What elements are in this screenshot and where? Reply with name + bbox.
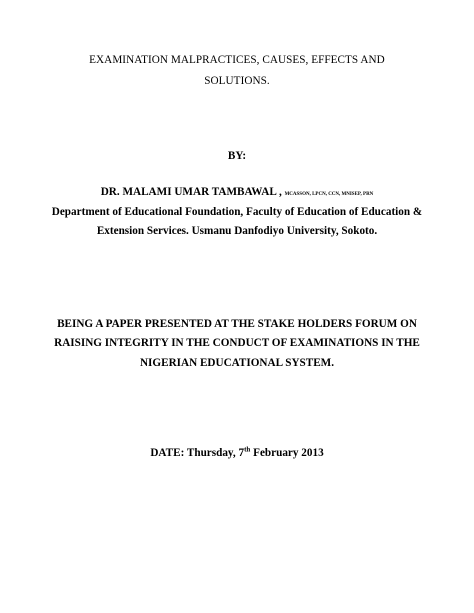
author-credentials: MCASSON, LPCN, CCN, MNISEP, PRN — [284, 192, 374, 197]
author-line — [0, 186, 474, 198]
date-suffix: February 2013 — [250, 447, 324, 459]
occasion-line-1: BEING A PAPER PRESENTED AT THE STAKE HOLDERS FORUM ON — [57, 318, 417, 330]
author-name: DR. MALAMI UMAR TAMBAWAL , — [100, 186, 282, 198]
affiliation-line-1: Department of Educational Foundation, Faculty of Education of Education & — [51, 206, 423, 218]
date-line — [0, 447, 474, 459]
by-label: BY: — [227, 150, 247, 162]
date-prefix: DATE: Thursday, 7 — [150, 447, 245, 459]
paper-title-line-2: SOLUTIONS. — [204, 75, 270, 87]
affiliation-line-2: Extension Services. Usmanu Danfodiyo University, Sokoto. — [96, 225, 378, 237]
paper-title-line-1: EXAMINATION MALPRACTICES, CAUSES, EFFECTS AND — [89, 54, 385, 66]
occasion-line-3: NIGERIAN EDUCATIONAL SYSTEM. — [139, 357, 335, 369]
date-ordinal: th — [244, 445, 251, 454]
occasion-line-2: RAISING INTEGRITY IN THE CONDUCT OF EXAMINATIONS IN THE — [54, 337, 420, 349]
